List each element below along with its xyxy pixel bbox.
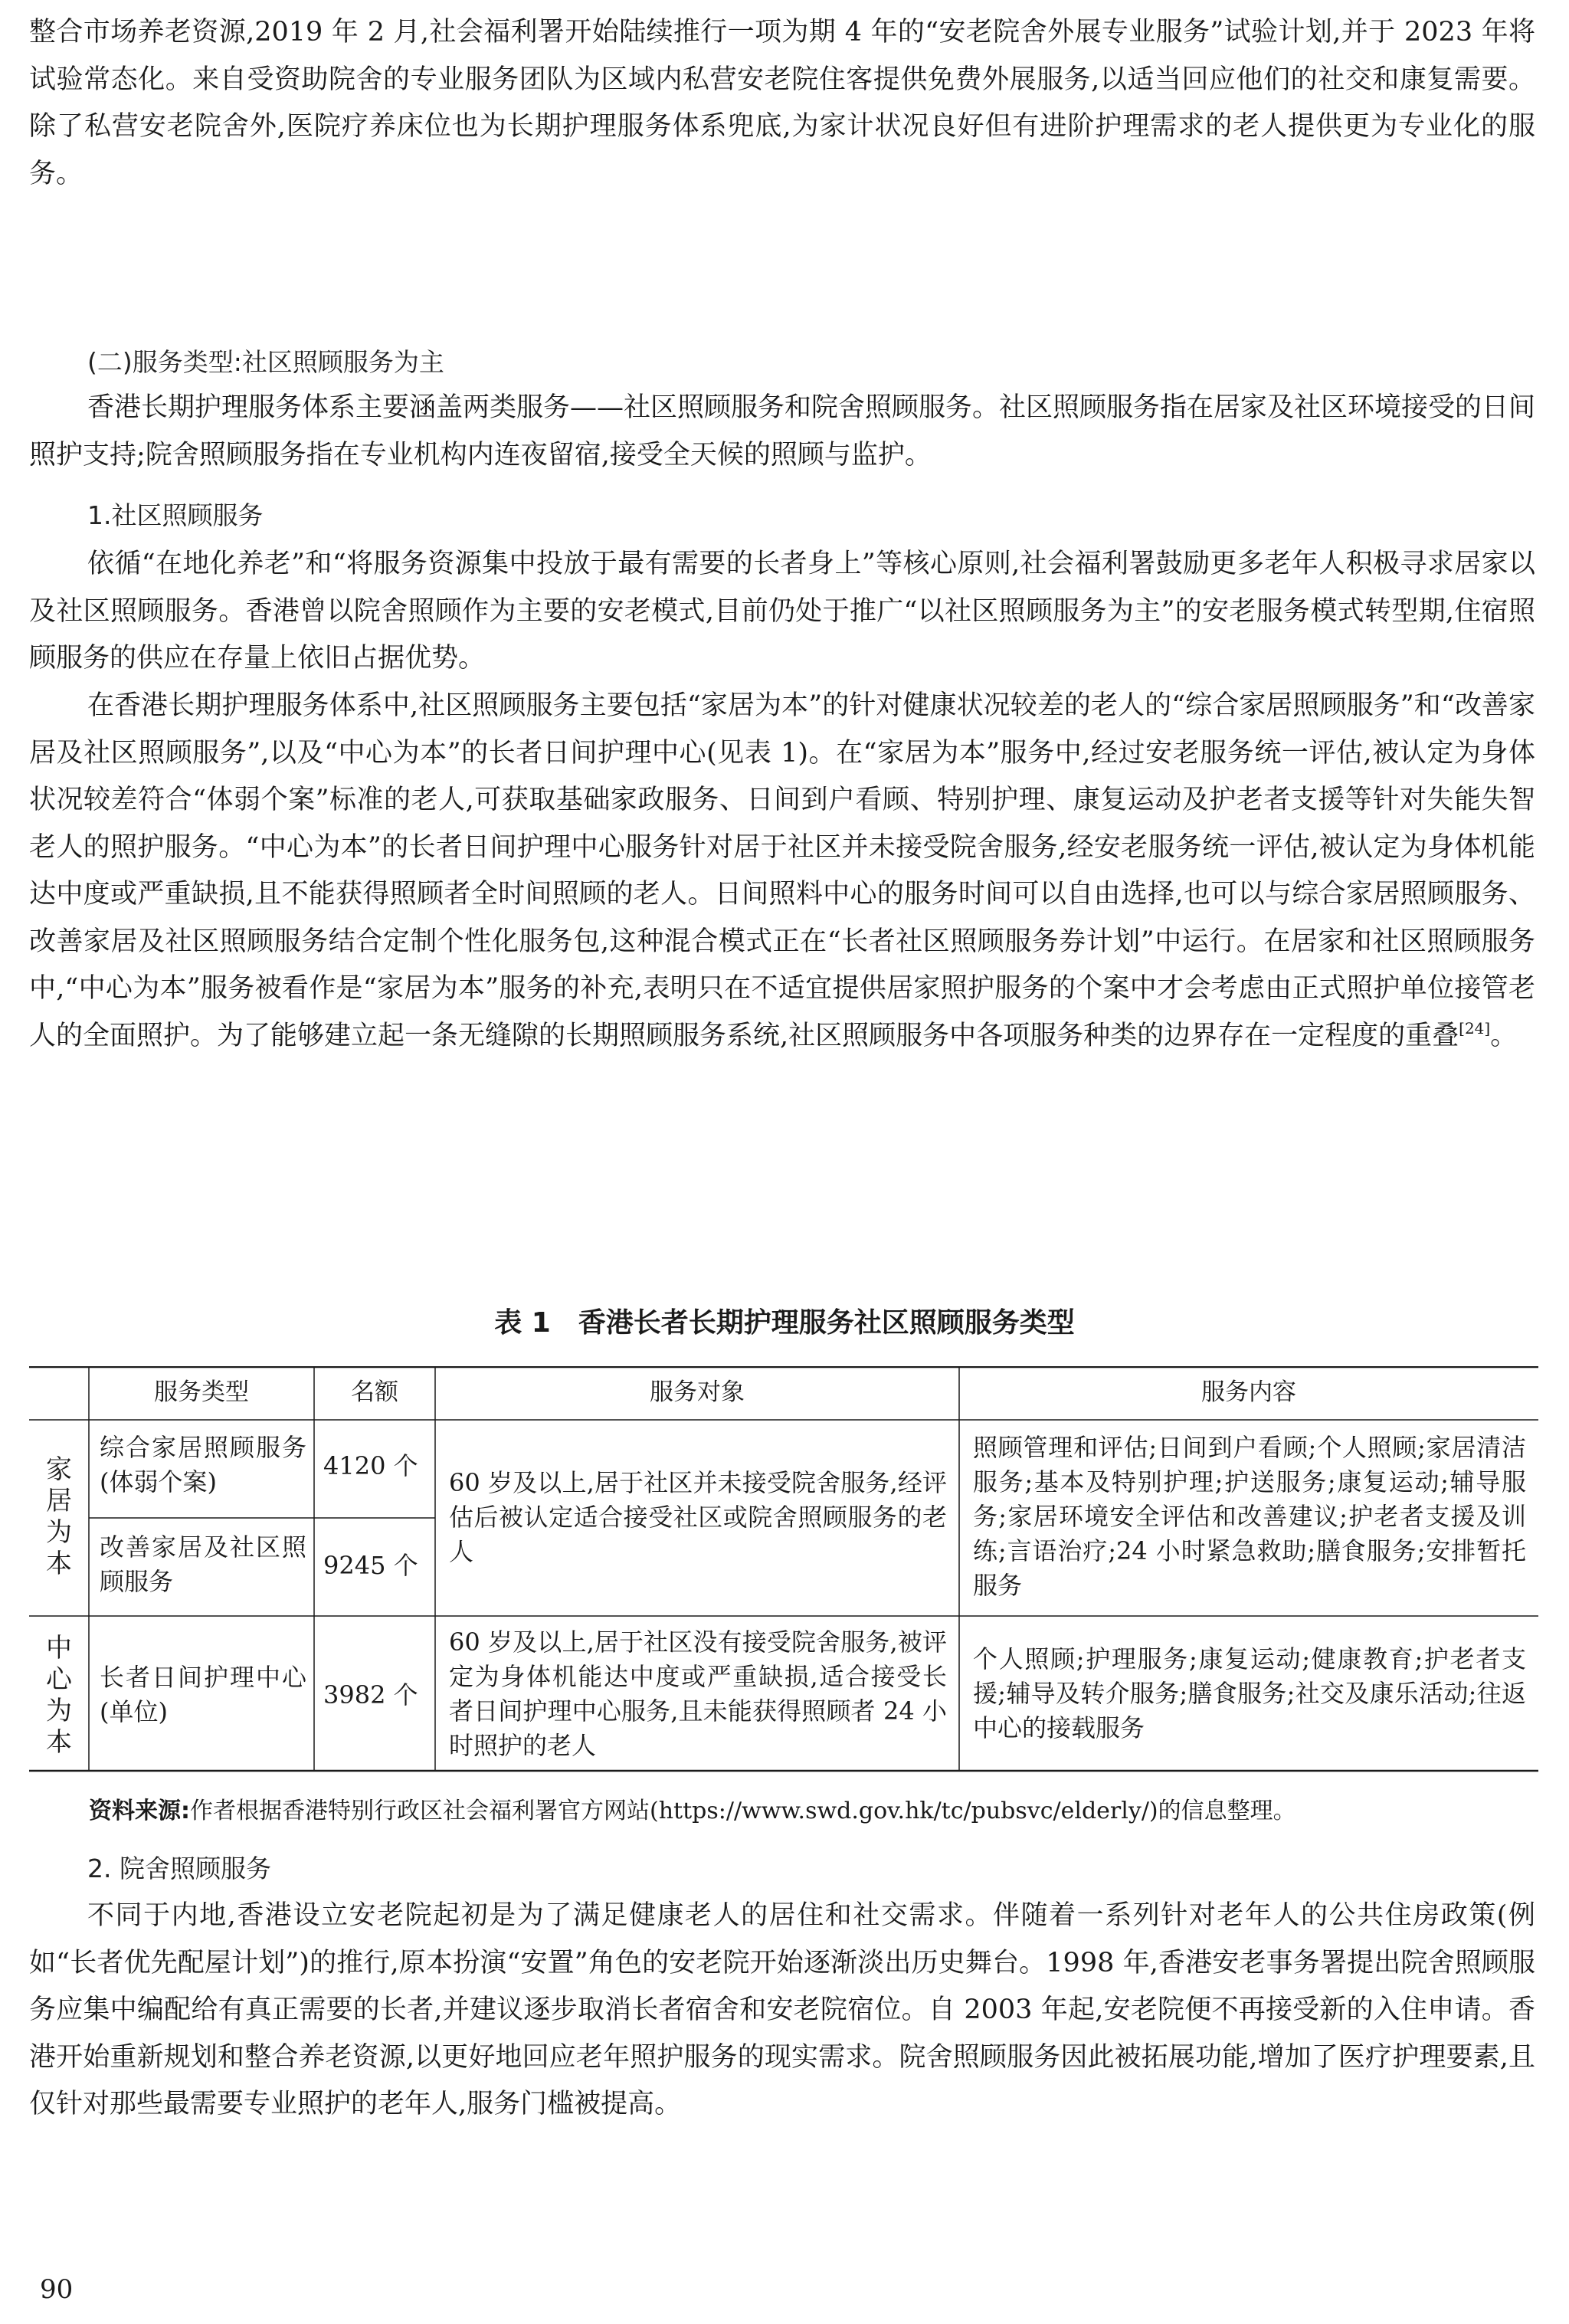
citation-marker: [24] [1459,1018,1491,1037]
service-types-table [29,1366,1538,1772]
table-source-note [89,1794,1544,1829]
target-home-based: 60 岁及以上,居于社区并未接受院舍服务,经评估后被认定适合接受社区或院舍照顾服务的老人 [449,1468,947,1566]
content-home-based: 照顾管理和评估;日间到户看顾;个人照顾;家居清洁服务;基本及特别护理;护送服务;康复运动;辅导服务;家居环境安全评估和改善建议;护老者支援及训练;言语治疗;24 小时紧急救助;膳食服务;安排暂托服务 [973,1433,1526,1600]
quota-enhanced-home-care: 9245 个 [323,1551,418,1580]
service-type-enhanced-home-care: 改善家居及社区照顾服务 [100,1532,306,1596]
table-title: 表 1 香港长者长期护理服务社区照顾服务类型 [494,1307,1075,1339]
source-text: 作者根据香港特别行政区社会福利署官方网站(https://www.swd.gov.hk/tc/pubsvc/elderly/)的信息整理。 [190,1798,1296,1824]
paragraph-intro: 整合市场养老资源,2019 年 2 月,社会福利署开始陆续推行一项为期 4 年的“安老院舍外展专业服务”试验计划,并于 2023 年将试验常态化。来自受资助院舍的专业服务团队为区域内私营安老院住客提供免费外展服务,以适当回应他们的社交和康复需要。除了私营安老院舍外,医院疗养床位也为长期护理服务体系兜底,为家计状况良好但有进阶护理需求的老人提供更为专业化的服务。 [29,17,1535,189]
header-content: 服务内容 [1201,1378,1296,1406]
quota-integrated-home-care: 4120 个 [323,1451,418,1480]
quota-day-care-centre: 3982 个 [323,1680,418,1709]
group-label-home-based: 家居为本 [46,1454,72,1579]
service-type-integrated-home-care: 综合家居照顾服务(体弱个案) [100,1433,306,1496]
section-heading: (二)服务类型:社区照顾服务为主 [87,347,444,377]
paragraph-overview: 香港长期护理服务体系主要涵盖两类服务——社区照顾服务和院舍照顾服务。社区照顾服务指在居家及社区环境接受的日间照护支持;院舍照顾服务指在专业机构内连夜留宿,接受全天候的照顾与监护。 [29,392,1536,470]
subsection-heading-residential-care: 2. 院舍照顾服务 [87,1854,271,1883]
paragraph-end-mark: 。 [1490,1020,1518,1051]
group-label-centre-based: 中心为本 [46,1633,72,1758]
page-number: 90 [40,2274,74,2305]
service-type-day-care-centre: 长者日间护理中心(单位) [100,1663,306,1726]
source-label: 资料来源: [89,1798,190,1824]
paragraph-community-services-text: 在香港长期护理服务体系中,社区照顾服务主要包括“家居为本”的针对健康状况较差的老人的“综合家居照顾服务”和“改善家居及社区照顾服务”,以及“中心为本”的长者日间护理中心(见表 1)。在“家居为本”服务中,经过安老服务统一评估,被认定为身体状况较差符合“体弱个案”标准的老人,可获取基础家政服务、日间到户看顾、特别护理、康复运动及护老者支援等针对失能失智老人的照护服务。“中心为本”的长者日间护理中心服务针对居于社区并未接受院舍服务,经安老服务统一评估,被认定为身体机能达中度或严重缺损,且不能获得照顾者全时间照顾的老人。日间照料中心的服务时间可以自由选择,也可以与综合家居照顾服务、改善家居及社区照顾服务结合定制个性化服务包,这种混合模式正在“长者社区照顾服务券计划”中运行。在居家和社区照顾服务中,“中心为本”服务被看作是“家居为本”服务的补充,表明只在不适宜提供居家照护服务的个案中才会考虑由正式照护单位接管老人的全面照护。为了能够建立起一条无缝隙的长期照顾服务系统,社区照顾服务中各项服务种类的边界存在一定程度的重叠 [29,690,1535,1051]
content-centre-based: 个人照顾;护理服务;康复运动;健康教育;护老者支援;辅导及转介服务;膳食服务;社交及康乐活动;往返中心的接载服务 [973,1644,1526,1742]
subsection-heading-community-care: 1.社区照顾服务 [87,500,264,530]
paragraph-principles: 依循“在地化养老”和“将服务资源集中投放于最有需要的长者身上”等核心原则,社会福利署鼓励更多老年人积极寻求居家以及社区照顾服务。香港曾以院舍照顾作为主要的安老模式,目前仍处于推广“以社区照顾服务为主”的安老服务模式转型期,住宿照顾服务的供应在存量上依旧占据优势。 [29,549,1535,674]
paragraph-residential-care: 不同于内地,香港设立安老院起初是为了满足健康老人的居住和社交需求。伴随着一系列针对老年人的公共住房政策(例如“长者优先配屋计划”)的推行,原本扮演“安置”角色的安老院开始逐渐淡出历史舞台。1998 年,香港安老事务署提出院舍照顾服务应集中编配给有真正需要的长者,并建议逐步取消长者宿舍和安老院宿位。自 2003 年起,安老院便不再接受新的入住申请。香港开始重新规划和整合养老资源,以更好地回应老年照护服务的现实需求。院舍照顾服务因此被拓展功能,增加了医疗护理要素,且仅针对那些最需要专业照护的老年人,服务门槛被提高。 [29,1900,1535,2119]
header-service-type: 服务类型 [154,1378,249,1406]
paragraph-community-services [29,683,1535,1060]
header-quota: 名额 [351,1378,398,1406]
header-target: 服务对象 [650,1378,745,1406]
target-centre-based: 60 岁及以上,居于社区没有接受院舍服务,被评定为身体机能达中度或严重缺损,适合接受长者日间护理中心服务,且未能获得照顾者 24 小时照护的老人 [449,1627,947,1760]
